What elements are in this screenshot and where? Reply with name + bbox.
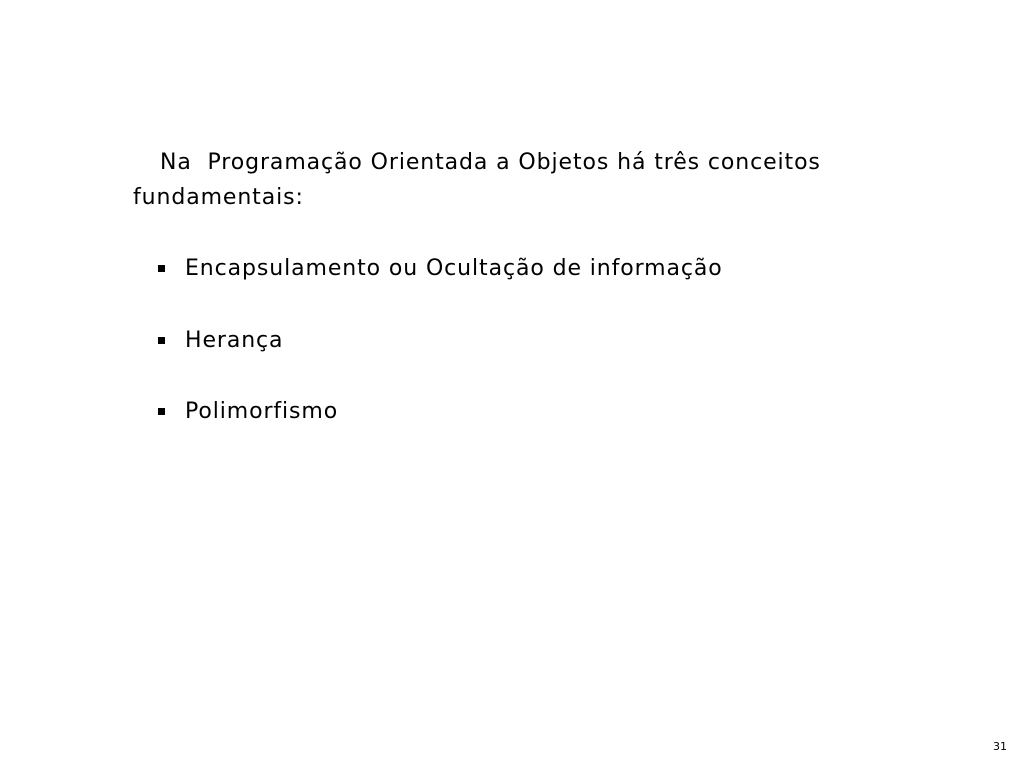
page-number: 31: [993, 740, 1007, 753]
list-item: [158, 394, 938, 429]
square-bullet-icon: [158, 408, 165, 415]
list-item-text: Polimorfismo: [185, 399, 339, 424]
list-item: [158, 251, 938, 286]
concept-list: [158, 251, 938, 466]
square-bullet-icon: [158, 265, 165, 272]
list-item-text: Herança: [185, 327, 284, 353]
intro-paragraph: Na Programação Orientada a Objetos há três conceitos fundamentais:: [133, 150, 829, 210]
list-item: [158, 323, 938, 358]
square-bullet-icon: [158, 337, 165, 344]
list-item-text: Encapsulamento ou Ocultação de informação: [185, 256, 723, 281]
